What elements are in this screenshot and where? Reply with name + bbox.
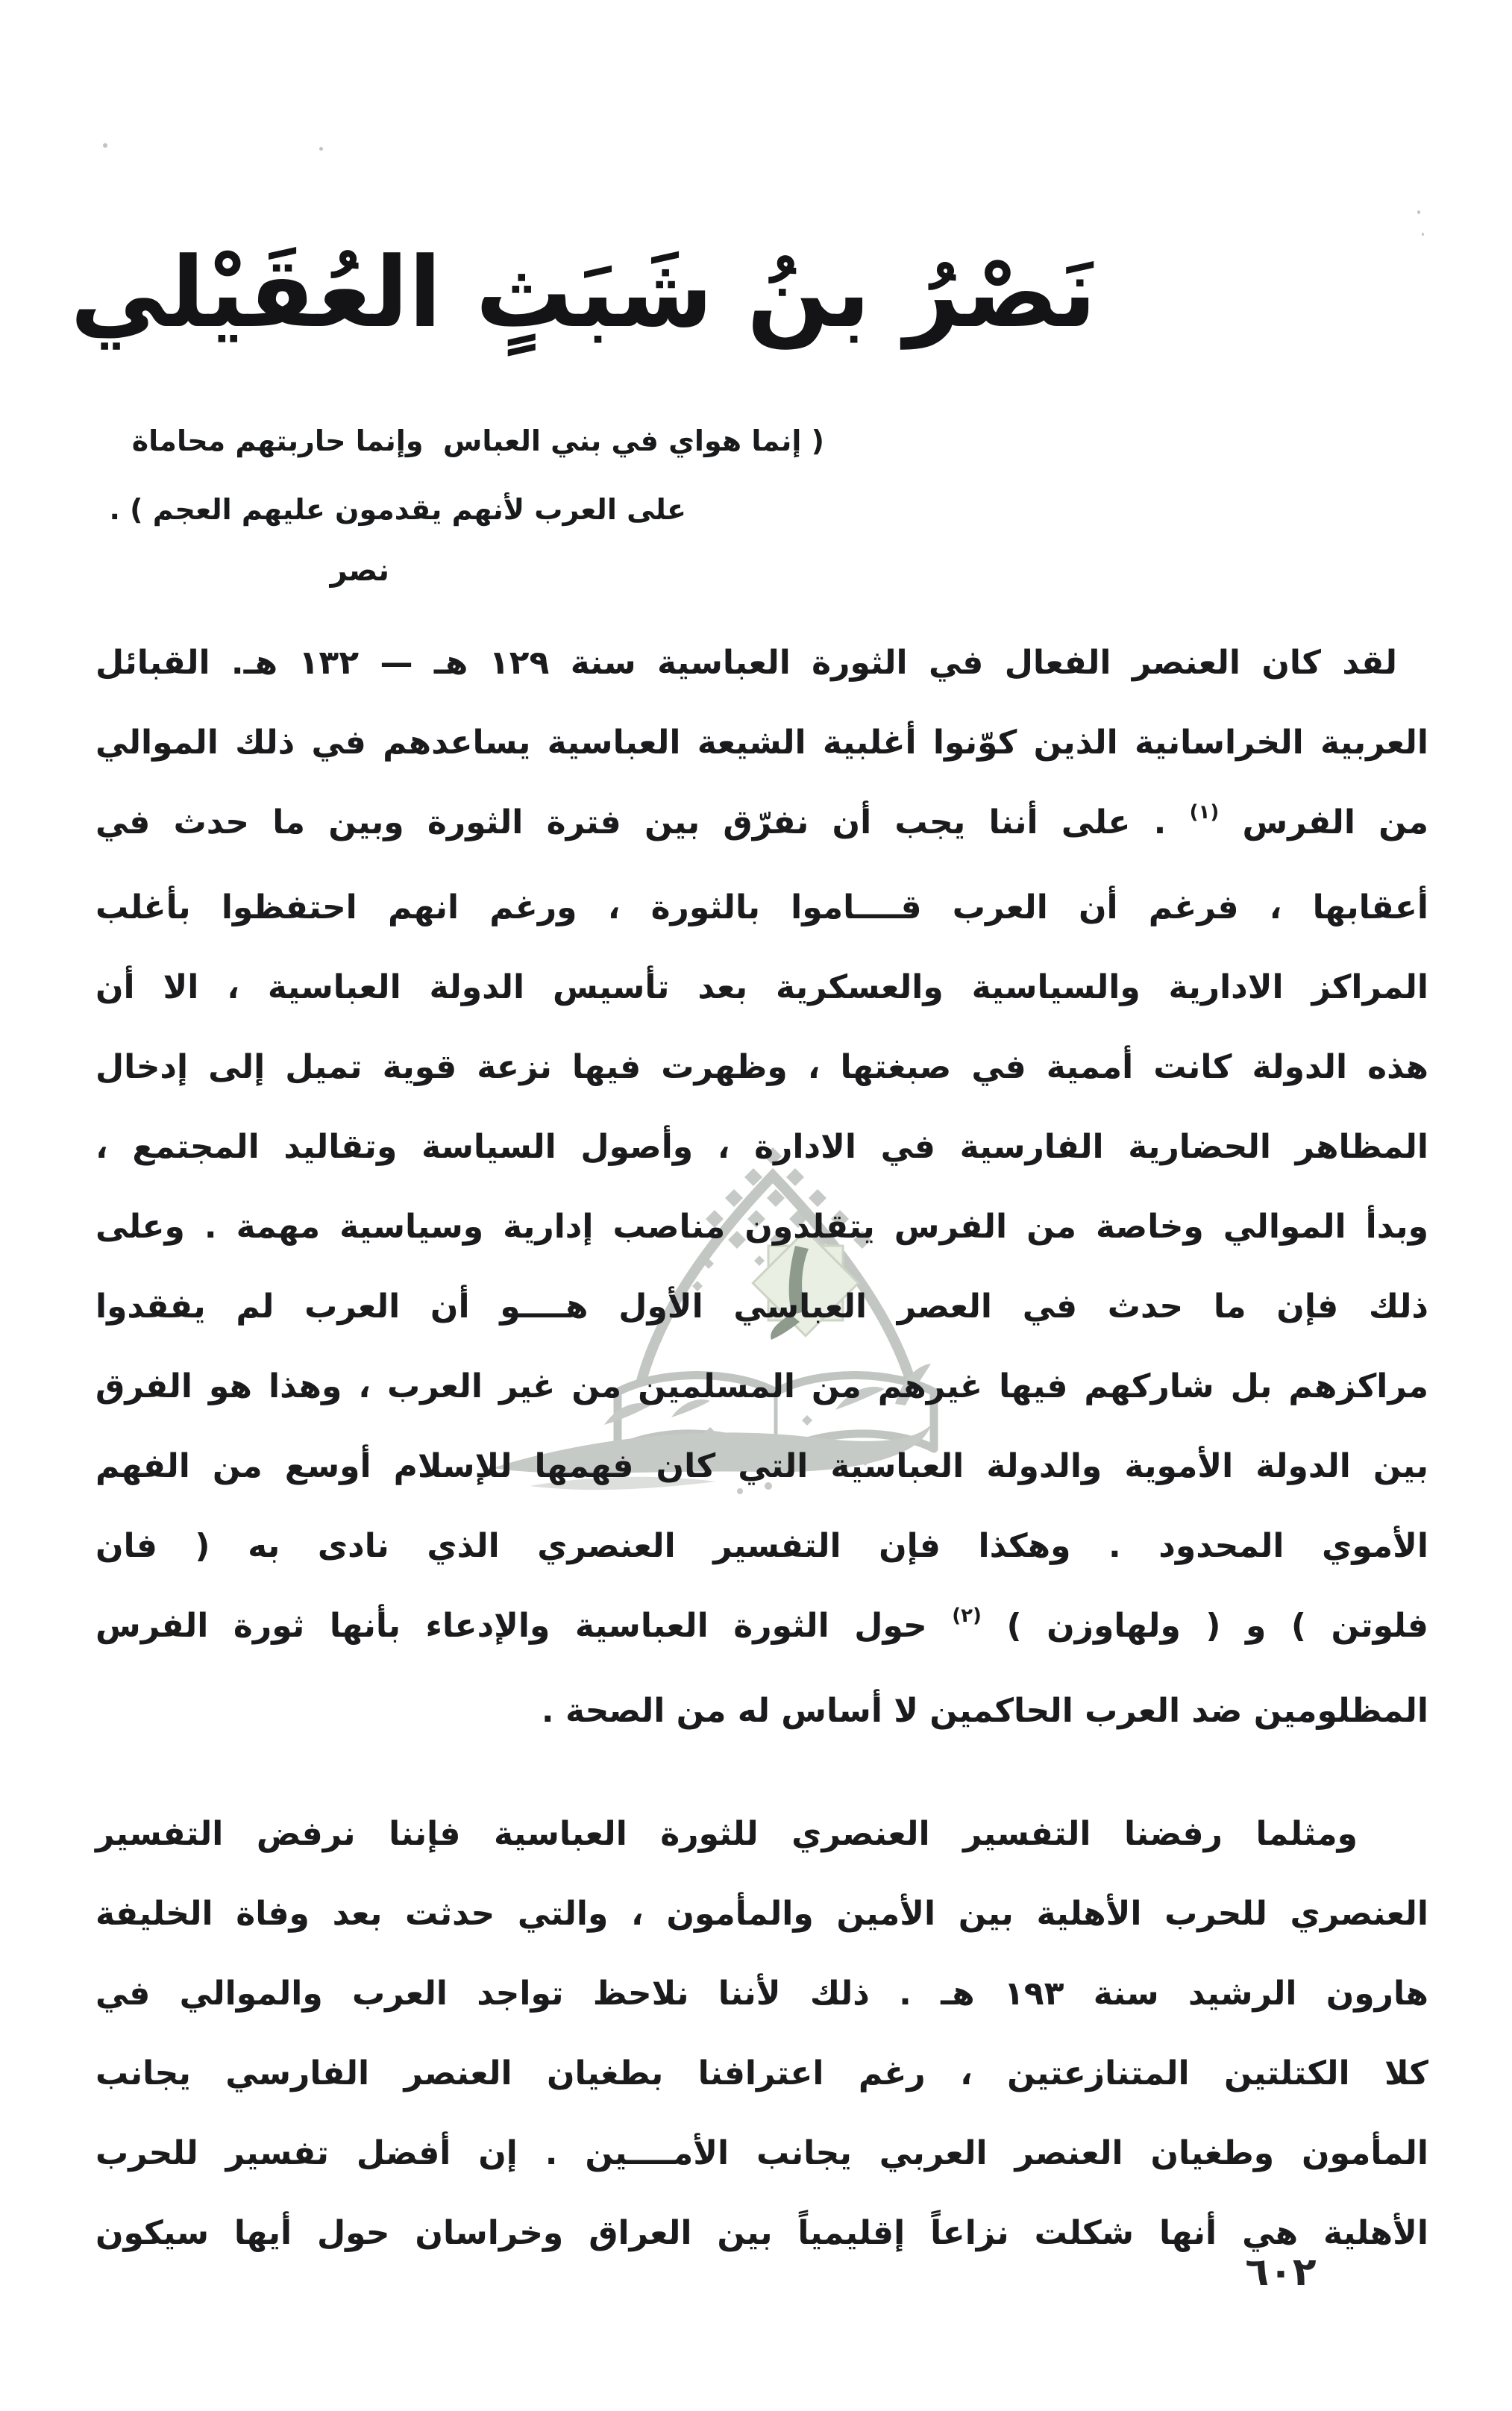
text-segment: من الفرس <box>1219 803 1429 841</box>
body-text <box>95 623 1428 2273</box>
text-line: مراكزهم بل شاركهم فيها غيرهم من المسلمين من غير العرب ، وهذا هو الفرق <box>95 1367 1428 1405</box>
paragraph-2 <box>95 1794 1428 2273</box>
scan-speckle <box>103 143 107 148</box>
text-line: بين الدولة الأموية والدولة العباسية التي كان فهمها للإسلام أوسع من الفهم <box>95 1447 1428 1485</box>
text-line: وبدأ الموالي وخاصة من الفرس يتقلدون مناصب إدارية وسياسية مهمة . وعلى <box>95 1208 1428 1246</box>
text-line: المراكز الادارية والسياسية والعسكرية بعد تأسيس الدولة العباسية ، الا أن <box>95 968 1428 1006</box>
text-line: ومثلما رفضنا التفسير العنصري للثورة العباسية فإننا نرفض التفسير <box>95 1815 1358 1853</box>
text-line: المأمون وطغيان العنصر العربي يجانب الأمــــين . إن أفضل تفسير للحرب <box>95 2134 1428 2172</box>
text-line: المظاهر الحضارية الفارسية في الادارة ، وأصول السياسة وتقاليد المجتمع ، <box>95 1128 1428 1166</box>
scan-speckle <box>1422 233 1424 236</box>
text-segment: . على أننا يجب أن نفرّق بين فترة الثورة وبين ما حدث في <box>95 803 1190 841</box>
epigraph-line-2: على العرب لأنهم يقدمون عليهم العجم ) . <box>109 493 686 526</box>
text-segment: فلوتن ) و ( ولهاوزن ) <box>981 1607 1428 1645</box>
text-line: العنصري للحرب الأهلية بين الأمين والمأمون ، والتي حدثت بعد وفاة الخليفة <box>95 1895 1428 1933</box>
text-line: الأهلية هي أنها شكلت نزاعاً إقليمياً بين العراق وخراسان حول أيها سيكون <box>95 2214 1428 2252</box>
text-line: المظلومين ضد العرب الحاكمين لا أساس له من الصحة . <box>541 1692 1428 1730</box>
text-line: هذه الدولة كانت أممية في صبغتها ، وظهرت فيها نزعة قوية تميل إلى إدخال <box>95 1048 1428 1086</box>
scan-speckle <box>319 147 323 151</box>
footnote-marker-1: (١) <box>1189 801 1220 824</box>
text-line <box>95 783 1428 868</box>
text-line: أعقابها ، فرغم أن العرب قــــاموا بالثورة ، ورغم انهم احتفظوا بأغلب <box>95 888 1428 927</box>
text-line <box>95 1586 1428 1671</box>
page-number: ٦٠٢ <box>1245 2250 1317 2295</box>
footnote-marker-2: (٢) <box>952 1605 982 1627</box>
epigraph-attribution: نصر <box>330 554 389 588</box>
text-line: الأموي المحدود . وهكذا فإن التفسير العنصري الذي نادى به ( فان <box>95 1527 1428 1565</box>
epigraph-line-1: ( إنما هواي في بني العباس وإنما حاربتهم محاماة <box>131 424 824 457</box>
paragraph-1 <box>95 623 1428 1751</box>
scan-speckle <box>1417 210 1420 214</box>
text-line: كلا الكتلتين المتنازعتين ، رغم اعترافنا بطغيان العنصر الفارسي يجانب <box>95 2054 1428 2092</box>
text-segment: حول الثورة العباسية والإدعاء بأنها ثورة الفرس <box>95 1607 953 1645</box>
text-line: ذلك فإن ما حدث في العصر العباسي الأول هــــو أن العرب لم يفقدوا <box>95 1288 1428 1326</box>
text-line: لقد كان العنصر الفعال في الثورة العباسية سنة ١٢٩ هـ — ١٣٢ هـ. القبائل <box>95 644 1397 682</box>
chapter-title-calligraphy: نَصْرُ بنُ شَبَثٍ العُقَيْلي <box>70 236 1097 350</box>
text-line: هارون الرشيد سنة ١٩٣ هـ . ذلك لأننا نلاحظ تواجد العرب والموالي في <box>95 1975 1428 2013</box>
epigraph-verse <box>110 407 825 544</box>
text-line: العربية الخراسانية الذين كوّنوا أغلبية الشيعة العباسية يساعدهم في ذلك الموالي <box>95 724 1428 762</box>
